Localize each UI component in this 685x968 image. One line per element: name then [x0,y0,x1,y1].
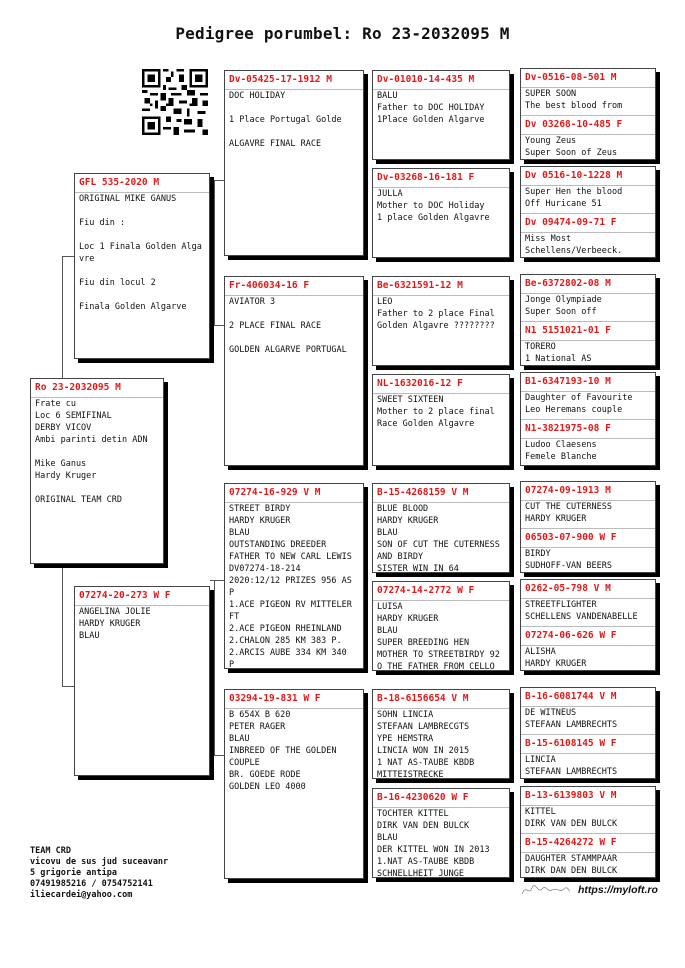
info-line: Mother to 2 place final [377,407,495,417]
signature-icon [520,882,572,898]
info-line: Finala Golden Algarve [79,302,187,312]
info-line: 2.ACE PIGEON RHEINLAND [229,624,342,634]
info-line: COUPLE [229,758,260,768]
info-line: STREET BIRDY [229,504,291,514]
info-line: MOTHER TO STREETBIRDY 92 [377,650,500,660]
info-line: 1 place Golden Algavre [377,213,490,223]
ring-number: B1-6347193-10 M [525,376,611,387]
info-line: HARDY KRUGER [377,516,439,526]
ring-number: Dv-05425-17-1912 M [229,74,332,85]
info-line [75,289,209,301]
info-line: Off Huricane 51 [525,199,602,209]
info-line: LEO [377,297,393,307]
info-line: Race Golden Algavre [377,419,475,429]
info-line: Schellens/Verbeeck. [525,246,623,256]
info-line: FATHER TO NEW CARL LEWIS [229,552,352,562]
info-line: ANGELINA JOLIE [79,607,151,617]
great-grandparent-card [372,483,510,573]
info-line: Ambi parinti detin ADN [35,435,148,445]
info-line: AND BIRDY [377,552,424,562]
info-line: ALISHA [525,647,556,657]
info-line: BIRDY [525,549,551,559]
info-line: INBREED OF THE GOLDEN [229,746,337,756]
ring-number: 07274-16-929 V M [229,487,321,498]
info-line: Loc 6 SEMIFINAL [35,411,112,421]
contact-line: vicovu de sus jud suceavanr [30,857,169,867]
info-line: HARDY KRUGER [525,659,587,669]
info-line: KITTEL [525,807,556,817]
info-line: Miss Most [525,234,572,244]
info-line: BLAU [229,528,250,538]
info-line: LUISA [377,602,403,612]
info-line: LINCIA [525,755,556,765]
info-line: TOCHTER KITTEL [377,809,449,819]
contact-line[interactable]: iliecardei@yahoo.com [30,890,133,900]
tree-connector [210,580,224,581]
great-grandparent-card [372,581,510,671]
ring-number: Dv 0516-10-1228 M [525,170,623,181]
ring-number: Dv-0516-08-501 M [525,72,617,83]
info-line: GOLDEN LEO 4000 [229,782,306,792]
ancestor-pair-card [520,166,656,258]
info-line: HARDY KRUGER [79,619,141,629]
info-line: YPE HEMSTRA [377,734,434,744]
page-title: Pedigree porumbel: Ro 23-2032095 M [175,24,510,43]
info-line: BLAU [229,734,250,744]
ring-number: Dv-03268-16-181 F [377,172,475,183]
great-grandparent-card [372,689,510,779]
ancestor-pair-card [520,579,656,671]
contact-line: 07491985216 / 0754752141 [30,879,153,889]
info-line: SUPER SOON [525,89,577,99]
info-line: BLAU [377,528,398,538]
ring-number: 03294-19-831 W F [229,693,321,704]
ancestor-pair-card [520,786,656,878]
info-line: Mother to DOC Holiday [377,201,485,211]
ring-number: GFL 535-2020 M [79,177,160,188]
great-grandparent-card [372,70,510,160]
tree-connector [62,256,74,257]
info-line: BLAU [79,631,100,641]
info-line: OUTSTANDING DREEDER [229,540,327,550]
info-line: Fiu din : [79,218,126,228]
info-line: DIRK VAN DEN BULCK [377,821,470,831]
tree-connector [210,180,224,181]
info-line [31,482,163,494]
ring-number: B-15-6108145 W F [525,738,617,749]
info-line [75,205,209,217]
info-line: LINCIA WON IN 2015 [377,746,470,756]
ancestor-pair-card [520,687,656,779]
ring-number: 06503-07-900 W F [525,532,617,543]
ancestor-pair-card [520,68,656,160]
info-line: DOC HOLIDAY [229,91,286,101]
info-line: Hardy Kruger [35,471,97,481]
ring-number: B-13-6139803 V M [525,790,617,801]
info-line: Super Soon of Zeus [525,148,618,158]
info-line: SUPER BREEDING HEN [377,638,470,648]
info-line: BR. GOEDE RODE [229,770,301,780]
tree-connector [214,580,215,755]
info-line: DER KITTEL WON IN 2013 [377,845,490,855]
info-line: Father to DOC HOLIDAY [377,103,485,113]
ring-number: B-16-6081744 V M [525,691,617,702]
ring-number: N1-3821975-08 F [525,423,611,434]
info-line: Femele Blanche [525,452,597,462]
ancestor-pair-card [520,481,656,573]
info-line: AVIATOR 3 [229,297,276,307]
info-line: Ludoo Claesens [525,440,597,450]
info-line: Super Hen the blood [525,187,623,197]
info-line: BLAU [377,833,398,843]
info-line: ORIGINAL MIKE GANUS [79,194,177,204]
info-line: 1Place Golden Algarve [377,115,485,125]
grandparent-card [224,689,364,879]
grandparent-card [224,276,364,466]
info-line: 1.ACE PIGEON RV MITTELER [229,600,352,610]
info-line: Daughter of Favourite [525,393,633,403]
info-line: ALGAVRE FINAL RACE [229,139,322,149]
info-line [225,308,363,320]
info-line [31,446,163,458]
info-line: Mike Ganus [35,459,87,469]
info-line: Golden Algavre ???????? [377,321,495,331]
ring-number: Ro 23-2032095 M [35,382,121,393]
grandparent-card [224,70,364,256]
info-line: SWEET SIXTEEN [377,395,444,405]
info-line: GOLDEN ALGARVE PORTUGAL [229,345,347,355]
ring-number: Be-6321591-12 M [377,280,463,291]
info-line: DV07274-18-214 [229,564,301,574]
great-grandparent-card [372,276,510,366]
info-line [75,265,209,277]
info-line: vre [79,254,95,264]
info-line: BLUE BLOOD [377,504,429,514]
info-line: Father to 2 place Final [377,309,495,319]
info-line: DIRK DAN DEN BULCK [525,866,618,876]
info-line: Jonge Olympiade [525,295,602,305]
info-line: HARDY KRUGER [377,614,439,624]
ring-number: 07274-06-626 W F [525,630,617,641]
ring-number: B-15-4264272 W F [525,837,617,848]
info-line: Leo Heremans couple [525,405,623,415]
website-link[interactable]: https://myloft.ro [578,884,658,896]
ring-number: Dv 09474-09-71 F [525,217,617,228]
grandparent-card [224,483,364,669]
contact-line: 5 grigorie antipa [30,868,117,878]
ring-number: 0262-05-798 V M [525,583,611,594]
info-line: 2.ARCIS AUBE 334 KM 340 [229,648,347,658]
info-line: Frate cu [35,399,76,409]
info-line: Loc 1 Finala Golden Alga [79,242,202,252]
sire-card [74,173,210,359]
info-line: DERBY VICOV [35,423,92,433]
info-line: SISTER WIN IN 64 [377,564,459,573]
ring-number: B-16-4230620 W F [377,792,469,803]
ancestor-pair-card [520,274,656,366]
contact-line: TEAM CRD [30,846,71,856]
info-line: DAUGHTER STAMMPAAR [525,854,618,864]
ring-number: B-18-6156654 V M [377,693,469,704]
info-line: STEFAAN LAMBRECHTS [525,720,618,730]
info-line [225,332,363,344]
info-line: 2020:12/12 PRIZES 956 AS [229,576,352,586]
info-line: P [229,588,235,598]
info-line: SCHNELLHEIT JUNGE [377,869,464,878]
info-line: BALU [377,91,398,101]
info-line: STEFAAN LAMBRECGTS [377,722,470,732]
info-line: ORIGINAL TEAM CRD [35,495,122,505]
info-line: CUT THE CUTERNESS [525,502,612,512]
info-line: BLAU [377,626,398,636]
info-line: 2 PLACE FINAL RACE [229,321,322,331]
dam-card [74,586,210,776]
info-line [75,229,209,241]
ring-number: B-15-4268159 V M [377,487,469,498]
info-line: JULLA [377,189,403,199]
info-line: Young Zeus [525,136,577,146]
subject-pigeon-card [30,378,164,564]
tree-connector [210,325,224,326]
info-line: SON OF CUT THE CUTERNESS [377,540,500,550]
info-line: STEFAAN LAMBRECHTS [525,767,618,777]
info-line: 1 NAT AS-TAUBE KBDB [377,758,475,768]
ancestor-pair-card [520,372,656,466]
info-line [225,126,363,138]
info-line: TORERO [525,342,556,352]
info-line: DE WITNEUS [525,708,577,718]
great-grandparent-card [372,374,510,466]
ring-number: Fr-406034-16 F [229,280,310,291]
info-line: HARDY KRUGER [229,516,291,526]
ring-number: Be-6372802-08 M [525,278,611,289]
info-line: FT [229,612,240,622]
info-line: STREETFLIGHTER [525,600,597,610]
ring-number: NL-1632016-12 F [377,378,463,389]
info-line: 1 National AS [525,354,592,364]
qr-code-icon [142,69,208,135]
tree-connector [210,755,224,756]
contact-info [30,846,168,901]
info-line: MITTEISTRECKE [377,770,444,779]
info-line: SOHN LINCIA [377,710,434,720]
info-line: HARDY KRUGER [525,514,587,524]
ring-number: N1 5151021-01 F [525,325,611,336]
info-line: Super Soon off [525,307,597,317]
info-line: Fiu din locul 2 [79,278,156,288]
ring-number: Dv 03268-10-485 F [525,119,623,130]
info-line: P [229,660,235,669]
info-line: 1.NAT AS-TAUBE KBDB [377,857,475,867]
info-line: O THE FATHER FROM CELLO [377,662,495,671]
info-line [225,102,363,114]
tree-connector [62,686,74,687]
info-line: SUDHOFF-VAN BEERS [525,561,612,571]
ring-number: 07274-09-1913 M [525,485,611,496]
tree-connector [214,180,215,325]
info-line: 2.CHALON 285 KM 383 P. [229,636,342,646]
info-line: SCHELLENS VANDENABELLE [525,612,638,622]
ring-number: 07274-20-273 W F [79,590,171,601]
info-line: The best blood from [525,101,623,111]
info-line: PETER RAGER [229,722,286,732]
ring-number: 07274-14-2772 W F [377,585,475,596]
info-line: 1 Place Portugal Golde [229,115,342,125]
info-line: B 654X B 620 [229,710,291,720]
ring-number: Dv-01010-14-435 M [377,74,475,85]
great-grandparent-card [372,168,510,258]
info-line: DIRK VAN DEN BULCK [525,819,618,829]
great-grandparent-card [372,788,510,878]
